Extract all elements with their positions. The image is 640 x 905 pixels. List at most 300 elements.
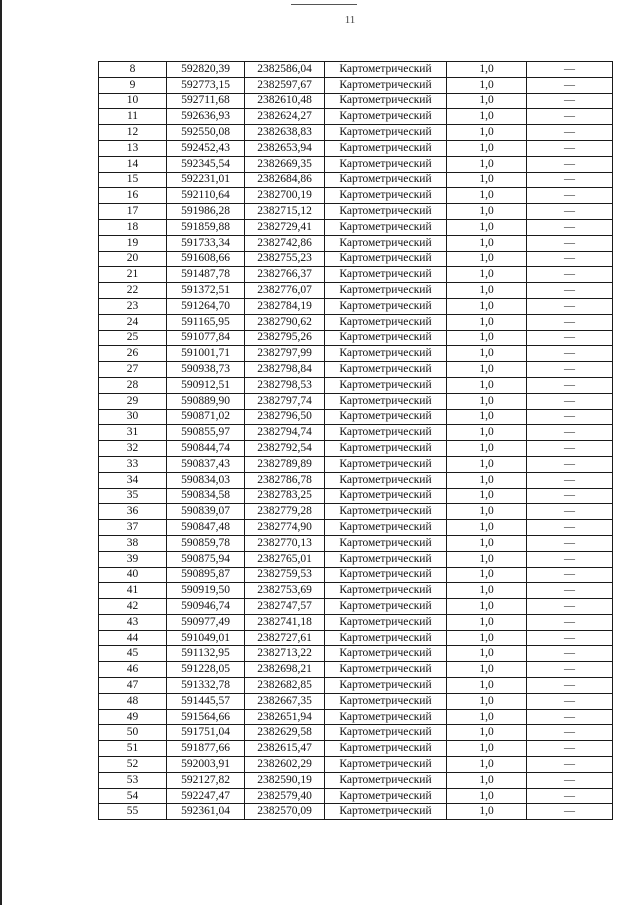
table-row: [99, 772, 613, 788]
accuracy-cell: 1,0: [447, 140, 527, 156]
y-coordinate-cell: 2382786,78: [245, 472, 325, 488]
point-number-cell: 39: [99, 551, 167, 567]
description-cell: —: [527, 583, 613, 599]
method-cell: Картометрический: [325, 520, 447, 536]
accuracy-cell: 1,0: [447, 520, 527, 536]
table-row: [99, 678, 613, 694]
table-row: [99, 567, 613, 583]
x-coordinate-cell: 591264,70: [167, 298, 245, 314]
description-cell: —: [527, 804, 613, 820]
y-coordinate-cell: 2382796,50: [245, 409, 325, 425]
table-row: [99, 441, 613, 457]
table-row: [99, 520, 613, 536]
point-number-cell: 27: [99, 362, 167, 378]
method-cell: Картометрический: [325, 314, 447, 330]
y-coordinate-cell: 2382783,25: [245, 488, 325, 504]
point-number-cell: 31: [99, 425, 167, 441]
point-number-cell: 30: [99, 409, 167, 425]
x-coordinate-cell: 590855,97: [167, 425, 245, 441]
point-number-cell: 25: [99, 330, 167, 346]
x-coordinate-cell: 591372,51: [167, 283, 245, 299]
x-coordinate-cell: 590837,43: [167, 456, 245, 472]
point-number-cell: 53: [99, 772, 167, 788]
description-cell: —: [527, 646, 613, 662]
table-row: [99, 456, 613, 472]
accuracy-cell: 1,0: [447, 235, 527, 251]
y-coordinate-cell: 2382776,07: [245, 283, 325, 299]
description-cell: —: [527, 725, 613, 741]
method-cell: Картометрический: [325, 614, 447, 630]
table-row: [99, 693, 613, 709]
x-coordinate-cell: 592345,54: [167, 156, 245, 172]
accuracy-cell: 1,0: [447, 314, 527, 330]
point-number-cell: 34: [99, 472, 167, 488]
x-coordinate-cell: 591877,66: [167, 741, 245, 757]
description-cell: —: [527, 125, 613, 141]
method-cell: Картометрический: [325, 267, 447, 283]
description-cell: —: [527, 298, 613, 314]
point-number-cell: 22: [99, 283, 167, 299]
table-row: [99, 156, 613, 172]
y-coordinate-cell: 2382653,94: [245, 140, 325, 156]
table-row: [99, 804, 613, 820]
table-row: [99, 393, 613, 409]
method-cell: Картометрический: [325, 77, 447, 93]
accuracy-cell: 1,0: [447, 757, 527, 773]
method-cell: Картометрический: [325, 662, 447, 678]
point-number-cell: 28: [99, 377, 167, 393]
description-cell: —: [527, 93, 613, 109]
method-cell: Картометрический: [325, 441, 447, 457]
method-cell: Картометрический: [325, 741, 447, 757]
x-coordinate-cell: 591487,78: [167, 267, 245, 283]
point-number-cell: 11: [99, 109, 167, 125]
x-coordinate-cell: 591564,66: [167, 709, 245, 725]
y-coordinate-cell: 2382755,23: [245, 251, 325, 267]
point-number-cell: 36: [99, 504, 167, 520]
method-cell: Картометрический: [325, 599, 447, 615]
table-row: [99, 62, 613, 78]
point-number-cell: 23: [99, 298, 167, 314]
description-cell: —: [527, 425, 613, 441]
description-cell: —: [527, 520, 613, 536]
x-coordinate-cell: 590919,50: [167, 583, 245, 599]
table-row: [99, 267, 613, 283]
y-coordinate-cell: 2382590,19: [245, 772, 325, 788]
method-cell: Картометрический: [325, 62, 447, 78]
description-cell: —: [527, 409, 613, 425]
method-cell: Картометрический: [325, 93, 447, 109]
accuracy-cell: 1,0: [447, 788, 527, 804]
y-coordinate-cell: 2382790,62: [245, 314, 325, 330]
y-coordinate-cell: 2382638,83: [245, 125, 325, 141]
method-cell: Картометрический: [325, 330, 447, 346]
method-cell: Картометрический: [325, 409, 447, 425]
table-row: [99, 472, 613, 488]
accuracy-cell: 1,0: [447, 551, 527, 567]
description-cell: —: [527, 62, 613, 78]
point-number-cell: 50: [99, 725, 167, 741]
accuracy-cell: 1,0: [447, 772, 527, 788]
method-cell: Картометрический: [325, 583, 447, 599]
table-row: [99, 362, 613, 378]
method-cell: Картометрический: [325, 804, 447, 820]
description-cell: —: [527, 599, 613, 615]
description-cell: —: [527, 235, 613, 251]
method-cell: Картометрический: [325, 362, 447, 378]
method-cell: Картометрический: [325, 456, 447, 472]
x-coordinate-cell: 591332,78: [167, 678, 245, 694]
x-coordinate-cell: 591445,57: [167, 693, 245, 709]
description-cell: —: [527, 488, 613, 504]
method-cell: Картометрический: [325, 535, 447, 551]
accuracy-cell: 1,0: [447, 678, 527, 694]
accuracy-cell: 1,0: [447, 362, 527, 378]
table-row: [99, 662, 613, 678]
accuracy-cell: 1,0: [447, 441, 527, 457]
description-cell: —: [527, 314, 613, 330]
description-cell: —: [527, 393, 613, 409]
y-coordinate-cell: 2382797,99: [245, 346, 325, 362]
y-coordinate-cell: 2382597,67: [245, 77, 325, 93]
x-coordinate-cell: 590834,58: [167, 488, 245, 504]
y-coordinate-cell: 2382742,86: [245, 235, 325, 251]
point-number-cell: 8: [99, 62, 167, 78]
method-cell: Картометрический: [325, 125, 447, 141]
method-cell: Картометрический: [325, 298, 447, 314]
table-row: [99, 425, 613, 441]
x-coordinate-cell: 591986,28: [167, 204, 245, 220]
point-number-cell: 12: [99, 125, 167, 141]
description-cell: —: [527, 283, 613, 299]
table-row: [99, 219, 613, 235]
y-coordinate-cell: 2382779,28: [245, 504, 325, 520]
point-number-cell: 47: [99, 678, 167, 694]
x-coordinate-cell: 592127,82: [167, 772, 245, 788]
y-coordinate-cell: 2382682,85: [245, 678, 325, 694]
x-coordinate-cell: 592231,01: [167, 172, 245, 188]
description-cell: —: [527, 504, 613, 520]
x-coordinate-cell: 592361,04: [167, 804, 245, 820]
x-coordinate-cell: 590977,49: [167, 614, 245, 630]
method-cell: Картометрический: [325, 646, 447, 662]
table-row: [99, 504, 613, 520]
accuracy-cell: 1,0: [447, 504, 527, 520]
accuracy-cell: 1,0: [447, 804, 527, 820]
y-coordinate-cell: 2382713,22: [245, 646, 325, 662]
method-cell: Картометрический: [325, 235, 447, 251]
y-coordinate-cell: 2382698,21: [245, 662, 325, 678]
description-cell: —: [527, 662, 613, 678]
y-coordinate-cell: 2382624,27: [245, 109, 325, 125]
method-cell: Картометрический: [325, 156, 447, 172]
x-coordinate-cell: 591001,71: [167, 346, 245, 362]
accuracy-cell: 1,0: [447, 662, 527, 678]
method-cell: Картометрический: [325, 425, 447, 441]
accuracy-cell: 1,0: [447, 630, 527, 646]
y-coordinate-cell: 2382774,90: [245, 520, 325, 536]
x-coordinate-cell: 592773,15: [167, 77, 245, 93]
y-coordinate-cell: 2382759,53: [245, 567, 325, 583]
point-number-cell: 38: [99, 535, 167, 551]
y-coordinate-cell: 2382795,26: [245, 330, 325, 346]
x-coordinate-cell: 590946,74: [167, 599, 245, 615]
description-cell: —: [527, 472, 613, 488]
method-cell: Картометрический: [325, 346, 447, 362]
point-number-cell: 49: [99, 709, 167, 725]
x-coordinate-cell: 591165,95: [167, 314, 245, 330]
accuracy-cell: 1,0: [447, 267, 527, 283]
accuracy-cell: 1,0: [447, 346, 527, 362]
y-coordinate-cell: 2382579,40: [245, 788, 325, 804]
point-number-cell: 16: [99, 188, 167, 204]
description-cell: —: [527, 772, 613, 788]
x-coordinate-cell: 591132,95: [167, 646, 245, 662]
x-coordinate-cell: 592711,68: [167, 93, 245, 109]
accuracy-cell: 1,0: [447, 251, 527, 267]
point-number-cell: 15: [99, 172, 167, 188]
y-coordinate-cell: 2382753,69: [245, 583, 325, 599]
y-coordinate-cell: 2382798,84: [245, 362, 325, 378]
point-number-cell: 19: [99, 235, 167, 251]
method-cell: Картометрический: [325, 567, 447, 583]
accuracy-cell: 1,0: [447, 393, 527, 409]
description-cell: —: [527, 204, 613, 220]
x-coordinate-cell: 591228,05: [167, 662, 245, 678]
accuracy-cell: 1,0: [447, 172, 527, 188]
point-number-cell: 55: [99, 804, 167, 820]
method-cell: Картометрический: [325, 204, 447, 220]
table-row: [99, 140, 613, 156]
method-cell: Картометрический: [325, 109, 447, 125]
description-cell: —: [527, 630, 613, 646]
table-row: [99, 709, 613, 725]
description-cell: —: [527, 693, 613, 709]
point-number-cell: 41: [99, 583, 167, 599]
y-coordinate-cell: 2382629,58: [245, 725, 325, 741]
point-number-cell: 10: [99, 93, 167, 109]
table-row: [99, 125, 613, 141]
x-coordinate-cell: 592636,93: [167, 109, 245, 125]
y-coordinate-cell: 2382615,47: [245, 741, 325, 757]
accuracy-cell: 1,0: [447, 535, 527, 551]
accuracy-cell: 1,0: [447, 599, 527, 615]
accuracy-cell: 1,0: [447, 62, 527, 78]
point-number-cell: 17: [99, 204, 167, 220]
x-coordinate-cell: 592820,39: [167, 62, 245, 78]
accuracy-cell: 1,0: [447, 330, 527, 346]
y-coordinate-cell: 2382684,86: [245, 172, 325, 188]
accuracy-cell: 1,0: [447, 409, 527, 425]
y-coordinate-cell: 2382570,09: [245, 804, 325, 820]
y-coordinate-cell: 2382789,89: [245, 456, 325, 472]
y-coordinate-cell: 2382792,54: [245, 441, 325, 457]
table-row: [99, 535, 613, 551]
description-cell: —: [527, 788, 613, 804]
description-cell: —: [527, 551, 613, 567]
point-number-cell: 21: [99, 267, 167, 283]
description-cell: —: [527, 156, 613, 172]
x-coordinate-cell: 591859,88: [167, 219, 245, 235]
method-cell: Картометрический: [325, 772, 447, 788]
accuracy-cell: 1,0: [447, 709, 527, 725]
method-cell: Картометрический: [325, 630, 447, 646]
coordinates-table-body: [99, 62, 613, 820]
y-coordinate-cell: 2382727,61: [245, 630, 325, 646]
method-cell: Картометрический: [325, 709, 447, 725]
accuracy-cell: 1,0: [447, 93, 527, 109]
description-cell: —: [527, 377, 613, 393]
coordinates-table: [98, 61, 613, 820]
y-coordinate-cell: 2382770,13: [245, 535, 325, 551]
description-cell: —: [527, 109, 613, 125]
y-coordinate-cell: 2382602,29: [245, 757, 325, 773]
point-number-cell: 32: [99, 441, 167, 457]
accuracy-cell: 1,0: [447, 298, 527, 314]
table-row: [99, 614, 613, 630]
x-coordinate-cell: 591751,04: [167, 725, 245, 741]
table-row: [99, 235, 613, 251]
y-coordinate-cell: 2382715,12: [245, 204, 325, 220]
x-coordinate-cell: 590912,51: [167, 377, 245, 393]
table-row: [99, 488, 613, 504]
description-cell: —: [527, 441, 613, 457]
method-cell: Картометрический: [325, 472, 447, 488]
accuracy-cell: 1,0: [447, 156, 527, 172]
x-coordinate-cell: 590895,87: [167, 567, 245, 583]
table-row: [99, 630, 613, 646]
point-number-cell: 46: [99, 662, 167, 678]
accuracy-cell: 1,0: [447, 472, 527, 488]
point-number-cell: 40: [99, 567, 167, 583]
x-coordinate-cell: 591077,84: [167, 330, 245, 346]
description-cell: —: [527, 567, 613, 583]
table-row: [99, 377, 613, 393]
description-cell: —: [527, 330, 613, 346]
table-row: [99, 330, 613, 346]
point-number-cell: 42: [99, 599, 167, 615]
x-coordinate-cell: 590871,02: [167, 409, 245, 425]
table-row: [99, 646, 613, 662]
y-coordinate-cell: 2382766,37: [245, 267, 325, 283]
accuracy-cell: 1,0: [447, 219, 527, 235]
point-number-cell: 26: [99, 346, 167, 362]
table-row: [99, 204, 613, 220]
description-cell: —: [527, 251, 613, 267]
y-coordinate-cell: 2382797,74: [245, 393, 325, 409]
accuracy-cell: 1,0: [447, 283, 527, 299]
x-coordinate-cell: 591049,01: [167, 630, 245, 646]
x-coordinate-cell: 592110,64: [167, 188, 245, 204]
description-cell: —: [527, 362, 613, 378]
table-row: [99, 109, 613, 125]
y-coordinate-cell: 2382765,01: [245, 551, 325, 567]
x-coordinate-cell: 590839,07: [167, 504, 245, 520]
method-cell: Картометрический: [325, 393, 447, 409]
method-cell: Картометрический: [325, 678, 447, 694]
point-number-cell: 51: [99, 741, 167, 757]
method-cell: Картометрический: [325, 551, 447, 567]
point-number-cell: 33: [99, 456, 167, 472]
x-coordinate-cell: 592247,47: [167, 788, 245, 804]
y-coordinate-cell: 2382700,19: [245, 188, 325, 204]
table-row: [99, 599, 613, 615]
accuracy-cell: 1,0: [447, 204, 527, 220]
x-coordinate-cell: 592003,91: [167, 757, 245, 773]
x-coordinate-cell: 590847,48: [167, 520, 245, 536]
y-coordinate-cell: 2382651,94: [245, 709, 325, 725]
description-cell: —: [527, 614, 613, 630]
method-cell: Картометрический: [325, 188, 447, 204]
header-rule: [291, 4, 357, 5]
y-coordinate-cell: 2382610,48: [245, 93, 325, 109]
description-cell: —: [527, 140, 613, 156]
table-row: [99, 346, 613, 362]
point-number-cell: 9: [99, 77, 167, 93]
x-coordinate-cell: 591608,66: [167, 251, 245, 267]
point-number-cell: 43: [99, 614, 167, 630]
y-coordinate-cell: 2382741,18: [245, 614, 325, 630]
y-coordinate-cell: 2382794,74: [245, 425, 325, 441]
table-row: [99, 314, 613, 330]
point-number-cell: 29: [99, 393, 167, 409]
description-cell: —: [527, 535, 613, 551]
description-cell: —: [527, 741, 613, 757]
point-number-cell: 44: [99, 630, 167, 646]
x-coordinate-cell: 590859,78: [167, 535, 245, 551]
table-row: [99, 298, 613, 314]
point-number-cell: 24: [99, 314, 167, 330]
accuracy-cell: 1,0: [447, 646, 527, 662]
description-cell: —: [527, 678, 613, 694]
x-coordinate-cell: 590834,03: [167, 472, 245, 488]
point-number-cell: 52: [99, 757, 167, 773]
description-cell: —: [527, 172, 613, 188]
description-cell: —: [527, 188, 613, 204]
point-number-cell: 14: [99, 156, 167, 172]
table-row: [99, 757, 613, 773]
point-number-cell: 13: [99, 140, 167, 156]
table-row: [99, 251, 613, 267]
accuracy-cell: 1,0: [447, 425, 527, 441]
point-number-cell: 48: [99, 693, 167, 709]
accuracy-cell: 1,0: [447, 614, 527, 630]
y-coordinate-cell: 2382669,35: [245, 156, 325, 172]
table-row: [99, 172, 613, 188]
x-coordinate-cell: 590875,94: [167, 551, 245, 567]
page-binding-edge: [0, 0, 2, 905]
x-coordinate-cell: 590938,73: [167, 362, 245, 378]
x-coordinate-cell: 590844,74: [167, 441, 245, 457]
table-row: [99, 788, 613, 804]
accuracy-cell: 1,0: [447, 377, 527, 393]
point-number-cell: 37: [99, 520, 167, 536]
point-number-cell: 45: [99, 646, 167, 662]
accuracy-cell: 1,0: [447, 488, 527, 504]
x-coordinate-cell: 590889,90: [167, 393, 245, 409]
page-number: 11: [344, 14, 356, 26]
point-number-cell: 18: [99, 219, 167, 235]
method-cell: Картометрический: [325, 219, 447, 235]
y-coordinate-cell: 2382667,35: [245, 693, 325, 709]
y-coordinate-cell: 2382798,53: [245, 377, 325, 393]
point-number-cell: 20: [99, 251, 167, 267]
table-row: [99, 188, 613, 204]
y-coordinate-cell: 2382586,04: [245, 62, 325, 78]
accuracy-cell: 1,0: [447, 583, 527, 599]
description-cell: —: [527, 456, 613, 472]
y-coordinate-cell: 2382729,41: [245, 219, 325, 235]
